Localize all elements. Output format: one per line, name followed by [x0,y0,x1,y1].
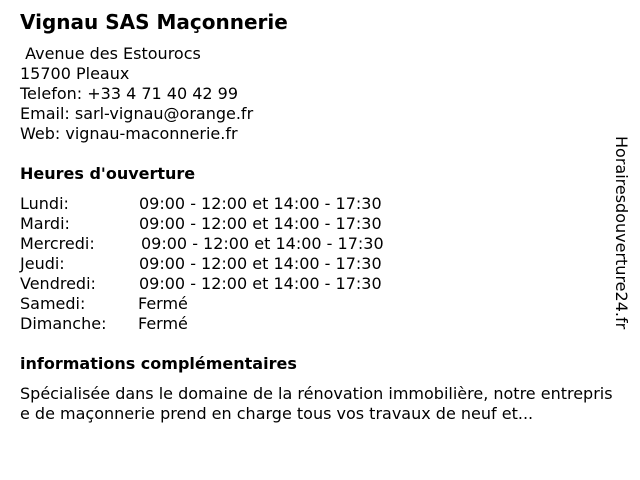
time-value: Fermé [138,294,188,313]
day-label: Mardi: [20,214,70,233]
contact-block [20,44,253,144]
description-text: Spécialisée dans le domaine de la rénovation immobilière, notre entreprise de maçonnerie prend en charge tous vos travaux de neuf et... [20,384,613,423]
day-label: Jeudi: [20,254,65,273]
day-label: Vendredi: [20,274,96,293]
day-label: Samedi: [20,294,86,313]
time-value: 09:00 - 12:00 et 14:00 - 17:30 [139,194,382,213]
hours-heading: Heures d'ouverture [20,164,196,183]
time-value: 09:00 - 12:00 et 14:00 - 17:30 [139,274,382,293]
info-heading: informations complémentaires [20,354,297,373]
time-value: 09:00 - 12:00 et 14:00 - 17:30 [139,254,382,273]
email-line[interactable]: Email: sarl-vignau@orange.fr [20,104,254,123]
address-city: 15700 Pleaux [20,64,130,83]
address-street: Avenue des Estourocs [20,44,201,63]
business-name: Vignau SAS Maçonnerie [20,10,288,34]
day-label: Mercredi: [20,234,95,253]
time-value: 09:00 - 12:00 et 14:00 - 17:30 [139,214,382,233]
day-label: Lundi: [20,194,69,213]
phone-line[interactable]: Telefon: +33 4 71 40 42 99 [20,84,239,103]
time-value: Fermé [138,314,188,333]
day-label: Dimanche: [20,314,107,333]
site-watermark: Horairesdouverture24.fr [612,136,631,330]
web-line[interactable]: Web: vignau-maconnerie.fr [20,124,238,143]
time-value: 09:00 - 12:00 et 14:00 - 17:30 [141,234,384,253]
